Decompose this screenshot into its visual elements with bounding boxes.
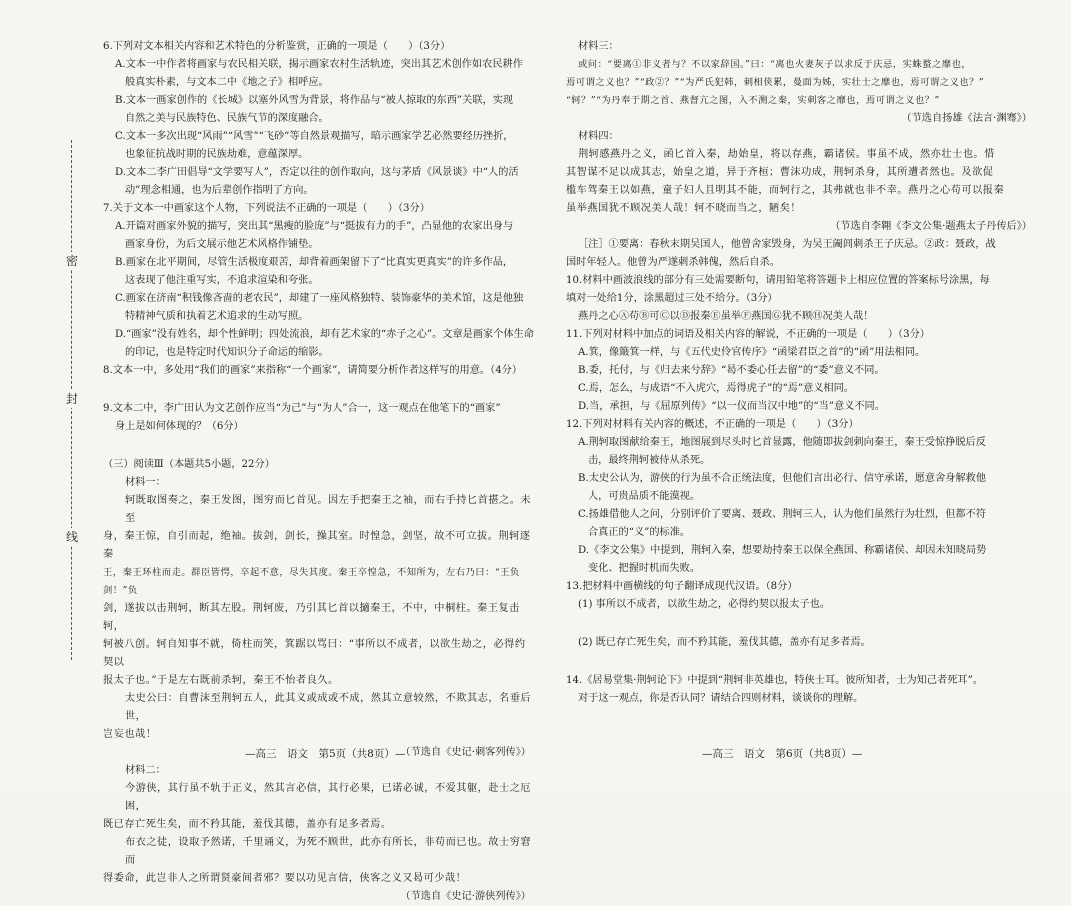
right-line: （节选自李翱《李文公集·题燕太子丹传后》） — [830, 221, 1032, 232]
seal-char-feng: 封 — [62, 390, 82, 408]
right-line: C.焉，怎么，与成语“不入虎穴，焉得虎子”的“焉”意义相同。 — [578, 383, 854, 394]
right-line: 燕丹之心Ⓐ苟Ⓑ可Ⓒ以Ⓓ报秦Ⓔ虽举Ⓕ燕国Ⓖ犹不顾Ⓗ况美人哉！ — [578, 311, 874, 322]
left-line: 今游侠，其行虽不轨于正义，然其言必信，其行必果，已诺必诚，不爱其躯，赴士之厄困， — [125, 783, 532, 812]
right-line: 击，最终荆轲被侍从杀死。 — [588, 455, 711, 466]
left-line: （三）阅读Ⅲ（本题共5小题，22分） — [103, 459, 275, 470]
right-line: A.荆轲取图献给秦王，地图展到尽头时匕首显露，他随即拔剑刺向秦王，秦王受惊挣脱后反 — [578, 437, 986, 448]
left-line: 轲既取图奏之，秦王发图，图穷而匕首见。因左手把秦王之袖，而右手持匕首揕之。未至 — [125, 495, 532, 524]
right-line: 槛车驾秦王以如燕，童子妇人且明其不能，而轲行之，其弗就也非不幸。燕丹之心苟可以报秦 — [566, 185, 1005, 196]
left-line: 得委命，此岂非人之所谓贤豪间者邪？要以功见言信，侠客之义又曷可少哉！ — [103, 873, 467, 884]
left-line: 的印记，也是特定时代知识分子命运的缩影。 — [125, 347, 329, 358]
right-line: 合真正的“义”的标准。 — [588, 527, 691, 538]
right-line: 荆轲感燕丹之义，函匕首入秦，劫始皇，将以存燕，霸诸侯。事虽不成，然亦壮士也。惜 — [578, 149, 995, 160]
right-line: 或问：“要离①非义者与？不以家辞国。”曰：“离也火妻灰子以求反于庆忌，实蛛蝥之靡也， — [578, 59, 972, 70]
page-footer-5: —高三 语文 第5页（共8页）— — [245, 748, 406, 760]
right-line: C.扬雄借他人之问，分别评价了要离、聂政、荆轲三人，认为他们虽然行为壮烈，但都不符 — [578, 509, 986, 520]
right-line: （节选自扬雄《法言·渊骞》） — [901, 113, 1032, 124]
right-line: 14.《居易堂集·荆轲论下》中提到“荆轲非英雄也，特侠士耳。彼所知者，士为知己者死耳”。 — [566, 675, 983, 686]
right-line: 材料三： — [578, 41, 619, 52]
left-line: （节选自《史记·刺客列传》） — [400, 747, 531, 758]
right-line: D.当，承担，与《屈原列传》“以一仪而当汉中地”的“当”意义不同。 — [578, 401, 885, 412]
right-line: (2) 既已存亡死生矣，而不矜其能，羞伐其德，盖亦有足多者焉。 — [578, 637, 871, 648]
right-line: 虽举燕国犹不顾况美人哉！轲不晓而当之，陋矣！ — [566, 203, 802, 214]
right-line: B.委，托付，与《归去来兮辞》“曷不委心任去留”的“委”意义不同。 — [578, 365, 885, 376]
right-line: 人，可贵品质不能漠视。 — [588, 491, 701, 502]
left-line: 这表现了他注重写实，不追求渲染和夸张。 — [125, 275, 319, 286]
right-line — [566, 614, 1036, 634]
left-line: 画家身份，为后文展示他艺术风格作铺垫。 — [125, 239, 319, 250]
left-line: B.画家在北平期间，尽管生活极度艰苦，却背着画架留下了“比真实更真实”的许多作品， — [115, 257, 514, 268]
left-line: 材料一： — [125, 477, 166, 488]
left-line: D.文本二李广田倡导“文学要写人”，否定以往的创作取向，这与茅盾《风景谈》中“人的活 — [115, 167, 519, 178]
right-line: B.太史公认为，游侠的行为虽不合正统法度，但他们言出必行、信守承诺，愿意舍身解救他 — [578, 473, 987, 484]
right-line: 国时年轻人。他曾为严遂刺杀韩傀，然后自杀。 — [566, 257, 780, 268]
left-line: 也象征抗战时期的民族劫难，意蕴深厚。 — [125, 149, 309, 160]
left-line: 7.关于文本一中画家这个人物，下列说法不正确的一项是（ ）（3分） — [103, 203, 430, 214]
left-line: 既已存亡死生矣，而不矜其能，羞伐其德，盖亦有足多者焉。 — [103, 819, 392, 830]
page-5-column — [103, 38, 535, 906]
right-line: 13.把材料中画横线的句子翻译成现代汉语。（8分） — [566, 581, 798, 592]
left-line: 动”理念相通，也为后辈创作指明了方向。 — [125, 185, 314, 196]
right-line: 变化、把握时机而失败。 — [588, 563, 701, 574]
binding-line — [60, 140, 84, 660]
right-line: 材料四： — [578, 131, 619, 142]
left-line: 8.文本一中，多处用“我们的画家”来指称“一个画家”，请简要分析作者这样写的用意。（4分） — [103, 365, 523, 376]
left-line: 般真实朴素，与文本二中《地之子》相呼应。 — [125, 77, 329, 88]
left-line: 剑，遂拔以击荆轲，断其左股。荆轲废，乃引其匕首以擿秦王，不中，中桐柱。秦王复击轲， — [103, 603, 520, 632]
left-line: B.文本一画家创作的《长城》以塞外风雪为背景，将作品与“被人掠取的东西”关联，实现 — [115, 95, 514, 106]
right-line: (1) 事所以不成者，以欲生劫之，必得约契以报太子也。 — [578, 599, 830, 610]
left-line: 特精神气质和执着艺术追求的生动写照。 — [125, 311, 309, 322]
right-line: ［注］①要离：春秋末期吴国人，他曾舍家毁身，为吴王阖闾刺杀王子庆忌。②政：聂政，战 — [578, 239, 996, 250]
left-line: 布衣之徒，设取予然诺，千里诵义，为死不顾世，此亦有所长，非苟而已也。故士穷窘而 — [125, 837, 532, 866]
left-line: 太史公曰：自曹沫至荆轲五人，此其义或成或不成，然其立意较然，不欺其志，名垂后世， — [125, 693, 532, 722]
seal-char-xian: 线 — [62, 528, 82, 546]
left-line — [103, 436, 535, 456]
left-line: A.文本一中作者将画家与农民相关联，揭示画家农村生活轨迹，突出其艺术创作如农民耕作 — [115, 59, 523, 70]
left-line: 岂妄也哉！ — [103, 729, 157, 740]
left-line: （节选自《史记·游侠列传》） — [400, 891, 531, 902]
page-footer-6: —高三 语文 第6页（共8页）— — [702, 748, 863, 760]
left-line: 报太子也。”于是左右既前杀轲，秦王不怡者良久。 — [103, 675, 339, 686]
left-line: D.“画家”没有姓名，却个性鲜明；四处流浪，却有艺术家的“赤子之心”。文章是画家个体生命 — [115, 329, 534, 340]
right-line: 填对一处给1分，涂黑超过三处不给分。（3分） — [566, 293, 778, 304]
seal-char-mi: 密 — [62, 252, 82, 270]
right-line: A.箕，像簸箕一样，与《五代史伶官传序》“函梁君臣之首”的“函”用法相同。 — [578, 347, 926, 358]
left-line: 自然之美与民族特色、民族气节的深度融合。 — [125, 113, 329, 124]
right-line: 10.材料中画波浪线的部分有三处需要断句，请用铅笔将答题卡上相应位置的答案标号涂黑，每 — [566, 275, 990, 286]
left-line: 身上是如何体现的？（6分） — [115, 421, 244, 432]
right-line: 11.下列对材料中加点的词语及相关内容的解说，不正确的一项是（ ）（3分） — [566, 329, 930, 340]
left-line: A.开篇对画家外貌的描写，突出其“黑瘦的脸庞”与“挺拔有力的手”，凸显他的农家出身与 — [115, 221, 514, 232]
left-line: 身，秦王惊，自引而起，绝袖。拔剑，剑长，操其室。时惶急，剑坚，故不可立拔。荆轲逐秦 — [103, 531, 531, 560]
left-line: C.文本一多次出现“风雨”“风雪”“飞砂”等自然景观描写，暗示画家学艺必然要经历挫折， — [115, 131, 514, 142]
right-line: 其智谋不足以成其志，始皇之道，异于齐桓；曹沫功成，荆轲杀身，其所遭者然也。及欲促 — [566, 167, 994, 178]
left-line — [103, 380, 535, 400]
left-line: 材料二： — [125, 765, 166, 776]
left-line: C.画家在济南“积钱像吝啬的老农民”，却建了一座风格独特、装饰豪华的美术馆，这是他独 — [115, 293, 524, 304]
left-line: 王，秦王环柱而走。群臣皆愕，卒起不意，尽失其度。秦王卒惶急，不知所为，左右乃曰：“王负剑！”负 — [103, 567, 520, 596]
right-line: 12.下列对材料有关内容的概述，不正确的一项是（ ）（3分） — [566, 419, 859, 430]
page-6-column — [566, 38, 1036, 708]
right-line: D.《李文公集》中提到，荆轲入秦，想要劫持秦王以保全燕国、称霸诸侯、却因未知晓局势 — [578, 545, 987, 556]
left-line: 轲被八创。轲自知事不就，倚柱而笑，箕踞以骂曰：“事所以不成者，以欲生劫之，必得约契以 — [103, 639, 526, 668]
right-line: 焉可谓之义也？”“政②？”“为严氏犯韩，刺相侠累，曼面为姊，实壮士之靡也，焉可谓之义也？” — [566, 77, 985, 88]
left-line: 9.文本二中，李广田认为文艺创作应当“为己”与“为人”合一，这一观点在他笔下的“画家” — [103, 403, 501, 414]
right-line: “轲？”“为丹奉于期之首、燕督亢之图，入不测之秦，实刺客之靡也，焉可谓之义也？” — [566, 95, 940, 106]
left-line: 6.下列对文本相关内容和艺术特色的分析鉴赏，正确的一项是（ ）（3分） — [103, 41, 451, 52]
right-line: 对于这一观点，你是否认同？请结合四则材料，谈谈你的理解。 — [578, 693, 864, 704]
right-line — [566, 652, 1036, 672]
